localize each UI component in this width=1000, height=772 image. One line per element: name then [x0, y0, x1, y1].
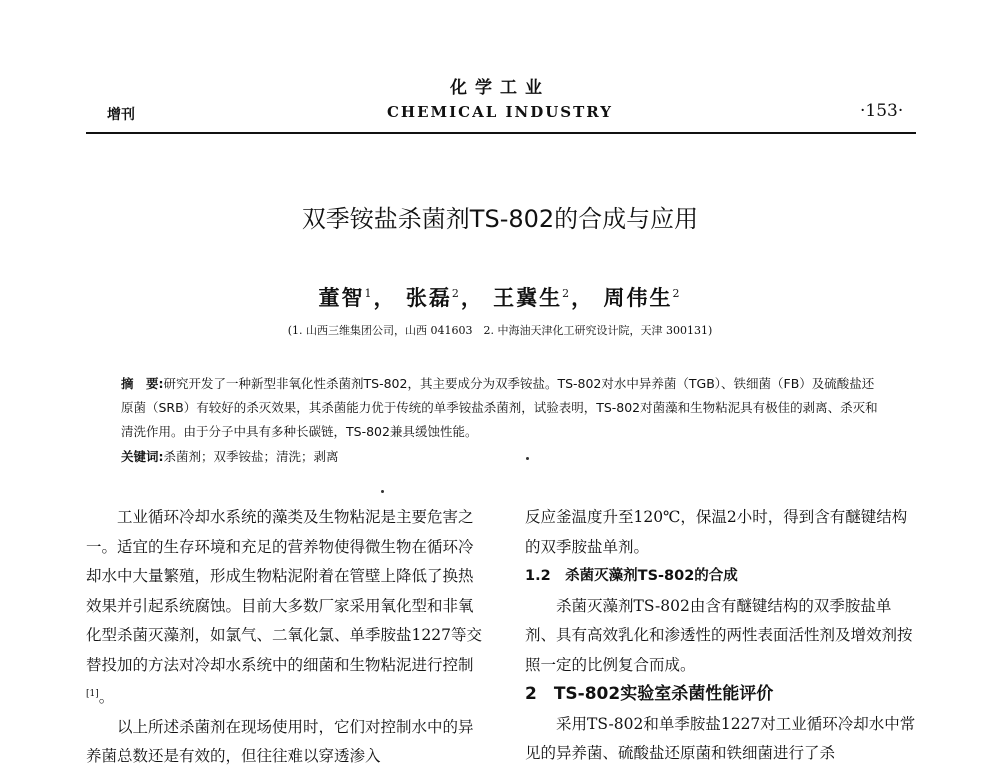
paragraph [86, 503, 482, 713]
section-heading-1-2: 1.2 杀菌灭藻剂TS-802的合成 [525, 568, 738, 584]
paragraph: 采用TS-802和单季胺盐1227对工业循环冷却水中常见的异养菌、硫酸盐还原菌和铁细菌进行了杀 [525, 714, 916, 762]
keywords [121, 446, 881, 468]
issue-label: 增刊 [107, 107, 135, 123]
keywords-label: 关键词: [121, 449, 164, 464]
author-separator: ， [373, 285, 397, 310]
author-name: 张磊 [405, 285, 452, 310]
author-name: 董智 [318, 285, 365, 310]
page-number: ·153· [860, 101, 904, 121]
abstract-label: 摘 要: [121, 376, 164, 391]
author-name: 周伟生 [603, 285, 673, 310]
citation-mark: [1] [86, 689, 99, 699]
keywords-text: 杀菌剂；双季铵盐；清洗；剥离 [163, 449, 339, 464]
section-heading-2: 2 TS-802实验室杀菌性能评价 [525, 684, 774, 704]
abstract [121, 372, 881, 444]
paragraph: 反应釜温度升至120℃，保温2小时，得到含有醚键结构的双季胺盐单剂。 [525, 508, 908, 556]
author-separator: ， [571, 285, 595, 310]
author-list [0, 282, 1000, 312]
affiliations: (1. 山西三维集团公司，山西 041603 2. 中海油天津化工研究设计院，天津 300131) [287, 324, 713, 337]
author-name: 王冀生 [493, 285, 563, 310]
article-title: 双季铵盐杀菌剂TS-802的合成与应用 [301, 205, 699, 233]
body-column-left [86, 503, 482, 772]
author-affil-mark: 1 [364, 287, 374, 300]
author-separator: ， [460, 285, 484, 310]
paragraph: 以上所述杀菌剂在现场使用时，它们对控制水中的异养菌总数还是有效的，但往往难以穿透渗入 [86, 717, 474, 766]
paragraph-end: 。 [98, 688, 115, 707]
scan-speck [381, 490, 384, 493]
abstract-text: 研究开发了一种新型非氧化性杀菌剂TS-802，其主要成分为双季铵盐。TS-802对水中异养菌（TGB）、铁细菌（FB）及硫酸盐还原菌（SRB）有较好的杀灭效果，其杀菌能力优于传统的单季铵盐杀菌剂，试验表明，TS-802对菌藻和生物粘泥具有极佳的剥离、杀灭和清洗作用。由于分子中具有多种长碳链，TS-802兼具缓蚀性能。 [121, 376, 878, 439]
body-column-right [525, 503, 921, 769]
scan-speck [526, 457, 529, 460]
paragraph-text: 工业循环冷却水系统的藻类及生物粘泥是主要危害之一。适宜的生存环境和充足的营养物使得微生物在循环冷却水中大量繁殖，形成生物粘泥附着在管壁上降低了换热效果并引起系统腐蚀。目前大多数厂家采用氧化型和非氧化型杀菌灭藻剂，如氯气、二氧化氯、单季胺盐1227等交替投加的方法对冷却水系统中的细菌和生物粘泥进行控制 [86, 508, 482, 674]
journal-title-en: CHEMICAL INDUSTRY [386, 103, 614, 121]
author-affil-mark: 2 [451, 287, 461, 300]
author-affil-mark: 2 [562, 287, 572, 300]
header-rule [86, 132, 916, 134]
author-affil-mark: 2 [672, 287, 682, 300]
paragraph: 杀菌灭藻剂TS-802由含有醚键结构的双季胺盐单剂、具有高效乳化和渗透性的两性表面活性剂及增效剂按照一定的比例复合而成。 [525, 596, 913, 674]
journal-title-cn: 化学工业 [450, 78, 550, 98]
